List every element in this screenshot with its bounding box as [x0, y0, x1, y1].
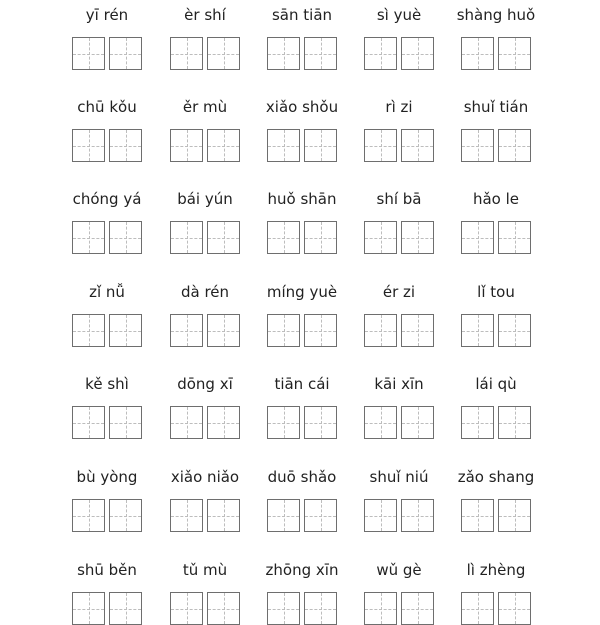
- character-box[interactable]: [364, 406, 397, 439]
- character-box[interactable]: [109, 499, 142, 532]
- pinyin-label: duō shǎo: [267, 468, 337, 486]
- pinyin-label: tiān cái: [274, 375, 330, 393]
- pinyin-label: dōng xī: [177, 375, 233, 393]
- character-box[interactable]: [364, 37, 397, 70]
- character-box[interactable]: [72, 221, 105, 254]
- tianzige-writing-grid: [170, 406, 240, 439]
- tianzige-writing-grid: [267, 406, 337, 439]
- character-box[interactable]: [109, 221, 142, 254]
- pinyin-label: bù yòng: [76, 468, 138, 486]
- character-box[interactable]: [364, 314, 397, 347]
- character-box[interactable]: [364, 499, 397, 532]
- tianzige-writing-grid: [72, 37, 142, 70]
- character-box[interactable]: [72, 499, 105, 532]
- pinyin-label: xiǎo shǒu: [265, 98, 339, 116]
- tianzige-writing-grid: [170, 221, 240, 254]
- character-box[interactable]: [170, 406, 203, 439]
- character-box[interactable]: [72, 406, 105, 439]
- pinyin-label: xiǎo niǎo: [170, 468, 240, 486]
- pinyin-label: wǔ gè: [376, 561, 422, 579]
- character-box[interactable]: [109, 592, 142, 625]
- character-box[interactable]: [207, 221, 240, 254]
- tianzige-writing-grid: [72, 499, 142, 532]
- character-box[interactable]: [364, 129, 397, 162]
- tianzige-writing-grid: [267, 592, 337, 625]
- character-box[interactable]: [109, 406, 142, 439]
- character-box[interactable]: [207, 314, 240, 347]
- character-box[interactable]: [498, 314, 531, 347]
- pinyin-label: zǎo shang: [457, 468, 535, 486]
- character-box[interactable]: [207, 37, 240, 70]
- pinyin-label: zǐ nǚ: [89, 283, 125, 301]
- character-box[interactable]: [304, 221, 337, 254]
- character-box[interactable]: [401, 314, 434, 347]
- character-box[interactable]: [109, 314, 142, 347]
- character-box[interactable]: [170, 592, 203, 625]
- pinyin-label: shuǐ niú: [369, 468, 429, 486]
- character-box[interactable]: [267, 129, 300, 162]
- pinyin-label: sì yuè: [376, 6, 422, 24]
- character-box[interactable]: [109, 37, 142, 70]
- character-box[interactable]: [304, 314, 337, 347]
- character-box[interactable]: [304, 499, 337, 532]
- character-box[interactable]: [267, 406, 300, 439]
- pinyin-label: tǔ mù: [182, 561, 228, 579]
- tianzige-writing-grid: [364, 221, 434, 254]
- character-box[interactable]: [72, 129, 105, 162]
- character-box[interactable]: [364, 221, 397, 254]
- character-box[interactable]: [267, 499, 300, 532]
- pinyin-label: shí bā: [376, 190, 422, 208]
- tianzige-writing-grid: [267, 37, 337, 70]
- pinyin-label: shuǐ tián: [463, 98, 529, 116]
- character-box[interactable]: [498, 406, 531, 439]
- tianzige-writing-grid: [364, 499, 434, 532]
- tianzige-writing-grid: [72, 592, 142, 625]
- tianzige-writing-grid: [461, 37, 531, 70]
- character-box[interactable]: [498, 129, 531, 162]
- tianzige-writing-grid: [461, 592, 531, 625]
- character-box[interactable]: [72, 314, 105, 347]
- tianzige-writing-grid: [267, 314, 337, 347]
- character-box[interactable]: [461, 221, 494, 254]
- character-box[interactable]: [498, 37, 531, 70]
- tianzige-writing-grid: [364, 314, 434, 347]
- character-box[interactable]: [401, 406, 434, 439]
- pinyin-label: sān tiān: [271, 6, 333, 24]
- character-box[interactable]: [72, 592, 105, 625]
- pinyin-label: yī rén: [85, 6, 129, 24]
- tianzige-writing-grid: [267, 129, 337, 162]
- pinyin-label: lì zhèng: [466, 561, 526, 579]
- pinyin-label: èr shí: [184, 6, 226, 24]
- pinyin-label: chū kǒu: [77, 98, 137, 116]
- pinyin-label: lái qù: [475, 375, 517, 393]
- pinyin-label: shū běn: [77, 561, 137, 579]
- pinyin-label: zhōng xīn: [265, 561, 339, 579]
- tianzige-writing-grid: [72, 406, 142, 439]
- pinyin-label: chóng yá: [72, 190, 142, 208]
- tianzige-writing-grid: [364, 37, 434, 70]
- tianzige-writing-grid: [461, 129, 531, 162]
- character-box[interactable]: [401, 499, 434, 532]
- character-box[interactable]: [170, 221, 203, 254]
- pinyin-label: lǐ tou: [477, 283, 515, 301]
- character-box[interactable]: [401, 129, 434, 162]
- tianzige-writing-grid: [461, 406, 531, 439]
- character-box[interactable]: [304, 37, 337, 70]
- character-box[interactable]: [461, 499, 494, 532]
- character-box[interactable]: [498, 221, 531, 254]
- character-box[interactable]: [109, 129, 142, 162]
- tianzige-writing-grid: [170, 499, 240, 532]
- character-box[interactable]: [461, 37, 494, 70]
- tianzige-writing-grid: [72, 314, 142, 347]
- tianzige-writing-grid: [267, 221, 337, 254]
- tianzige-writing-grid: [72, 221, 142, 254]
- character-box[interactable]: [461, 129, 494, 162]
- tianzige-writing-grid: [72, 129, 142, 162]
- character-box[interactable]: [461, 592, 494, 625]
- tianzige-writing-grid: [461, 499, 531, 532]
- character-box[interactable]: [170, 37, 203, 70]
- tianzige-writing-grid: [364, 592, 434, 625]
- character-box[interactable]: [498, 592, 531, 625]
- pinyin-label: kě shì: [85, 375, 129, 393]
- tianzige-writing-grid: [461, 314, 531, 347]
- pinyin-label: shàng huǒ: [456, 6, 536, 24]
- character-box[interactable]: [498, 499, 531, 532]
- pinyin-label: ér zi: [382, 283, 416, 301]
- character-box[interactable]: [267, 314, 300, 347]
- tianzige-writing-grid: [267, 499, 337, 532]
- character-box[interactable]: [170, 129, 203, 162]
- tianzige-writing-grid: [170, 592, 240, 625]
- tianzige-writing-grid: [170, 129, 240, 162]
- character-box[interactable]: [207, 499, 240, 532]
- character-box[interactable]: [364, 592, 397, 625]
- character-box[interactable]: [304, 592, 337, 625]
- character-box[interactable]: [304, 406, 337, 439]
- character-box[interactable]: [170, 314, 203, 347]
- tianzige-writing-grid: [364, 406, 434, 439]
- pinyin-label: dà rén: [180, 283, 230, 301]
- character-box[interactable]: [461, 314, 494, 347]
- character-box[interactable]: [207, 592, 240, 625]
- character-box[interactable]: [401, 37, 434, 70]
- character-box[interactable]: [207, 406, 240, 439]
- tianzige-writing-grid: [461, 221, 531, 254]
- pinyin-label: míng yuè: [266, 283, 338, 301]
- character-box[interactable]: [304, 129, 337, 162]
- character-box[interactable]: [267, 221, 300, 254]
- pinyin-label: rì zi: [385, 98, 413, 116]
- tianzige-writing-grid: [364, 129, 434, 162]
- character-box[interactable]: [267, 592, 300, 625]
- character-box[interactable]: [170, 499, 203, 532]
- pinyin-label: kāi xīn: [374, 375, 424, 393]
- character-box[interactable]: [461, 406, 494, 439]
- pinyin-label: bái yún: [177, 190, 233, 208]
- tianzige-writing-grid: [170, 37, 240, 70]
- character-box[interactable]: [401, 592, 434, 625]
- character-box[interactable]: [267, 37, 300, 70]
- character-box[interactable]: [207, 129, 240, 162]
- tianzige-writing-grid: [170, 314, 240, 347]
- character-box[interactable]: [401, 221, 434, 254]
- pinyin-label: huǒ shān: [267, 190, 337, 208]
- pinyin-label: ěr mù: [182, 98, 228, 116]
- pinyin-label: hǎo le: [472, 190, 520, 208]
- character-box[interactable]: [72, 37, 105, 70]
